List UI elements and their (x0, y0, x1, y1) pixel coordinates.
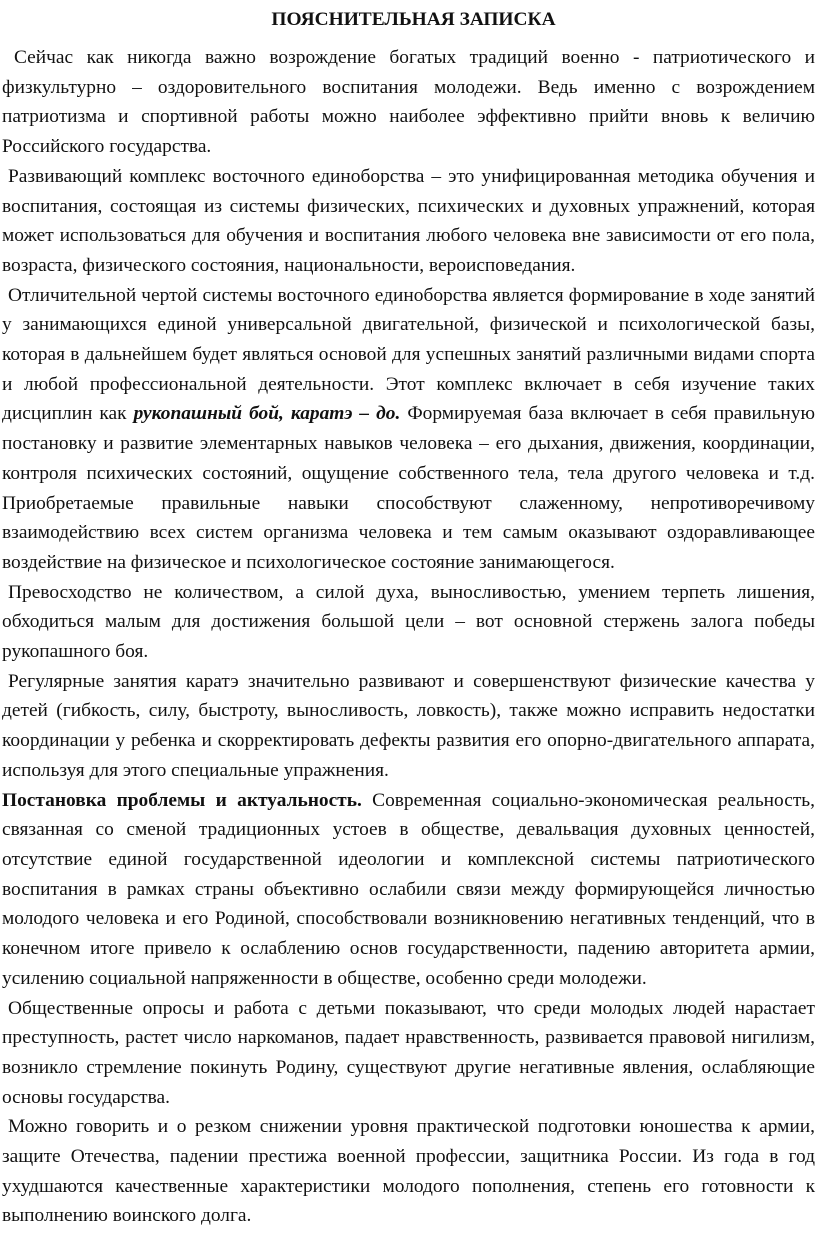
paragraph-distinctive-feature-text: Отличительной чертой системы восточного единоборства является формирование в ходе занятий у занимающихся единой универсальной двигательной, физической и психологической базы, которая в дальнейшем будет являться основой для успешных занятий различными видами спорта и любой профессиональной деятельности. Этот комплекс включает в себя изучение таких дисциплин как (2, 284, 815, 425)
paragraph-surveys: Общественные опросы и работа с детьми показывают, что среди молодых людей нарастает преступность, растет число наркоманов, падает нравственность, развивается правовой нигилизм, возникло стремление покинуть Родину, существуют другие негативные явления, ослабляющие основы государства. (2, 997, 815, 1108)
paragraph-spirit: Превосходство не количеством, а силой духа, выносливостью, умением терпеть лишения, обходиться малым для достижения большой цели – вот основной стержень залога победы рукопашного боя. (2, 581, 815, 663)
document-title-text: ПОЯСНИТЕЛЬНАЯ ЗАПИСКА (271, 9, 556, 30)
paragraph-karate-benefits: Регулярные занятия каратэ значительно развивают и совершенствуют физические качества у детей (гибкость, силу, быстроту, выносливость, ловкость), также можно исправить недостатки координации у ребенка и скорректировать дефекты развития его опорно-двигательного аппарата, используя для этого специальные упражнения. (2, 670, 815, 781)
document-title (2, 0, 815, 37)
paragraph-distinctive-feature (2, 281, 815, 578)
paragraph-complex-definition: Развивающий комплекс восточного единоборства – это унифицированная методика обучения и воспитания, состоящая из системы физических, психических и духовных упражнений, которая может использоваться для обучения и воспитания любого человека вне зависимости от его пола, возраста, физического состояния, национальности, вероисповедания. (2, 165, 815, 276)
paragraph-problem-relevance (2, 786, 815, 994)
section-lead-heading: Постановка проблемы и актуальность. (2, 789, 362, 811)
paragraph-intro: Сейчас как никогда важно возрождение богатых традиций военно - патриотического и физкультурно – оздоровительного воспитания молодежи. Ведь именно с возрождением патриотизма и спортивной работы можно наиболее эффективно прийти вновь к величию Российского государства. (2, 47, 815, 158)
disciplines-emphasis: рукопашный бой, каратэ – до. (133, 403, 401, 425)
paragraph-problem-relevance-text: Современная социально-экономическая реальность, связанная со сменой традиционных устоев в обществе, девальвация духовных ценностей, отсутствие единой государственной идеологии и комплексной системы патриотического воспитания в рамках страны объективно ослабили связи между формирующейся личностью молодого человека и его Родиной, способствовали возникновению негативных тенденций, что в конечном итоге привело к ослаблению основ государственности, падению авторитета армии, усилению социальной напряженности в обществе, особенно среди молодежи. (2, 789, 815, 989)
paragraph-army-readiness: Можно говорить и о резком снижении уровня практической подготовки юношества к армии, защите Отечества, падении престижа военной профессии, защитника России. Из года в год ухудшаются качественные характеристики молодого пополнения, степень его готовности к выполнению воинского долга. (2, 1116, 815, 1227)
paragraph-distinctive-feature-continuation: Формируемая база включает в себя правильную постановку и развитие элементарных навыков человека – его дыхания, движения, координации, контроля психических состояний, ощущение собственного тела, тела другого человека и т.д. Приобретаемые правильные навыки способствуют слаженному, непротиворечивому взаимодействию всех систем организма человека и тем самым оказывают оздоравливающее воздействие на физическое и психологическое состояние занимающегося. (2, 403, 815, 573)
